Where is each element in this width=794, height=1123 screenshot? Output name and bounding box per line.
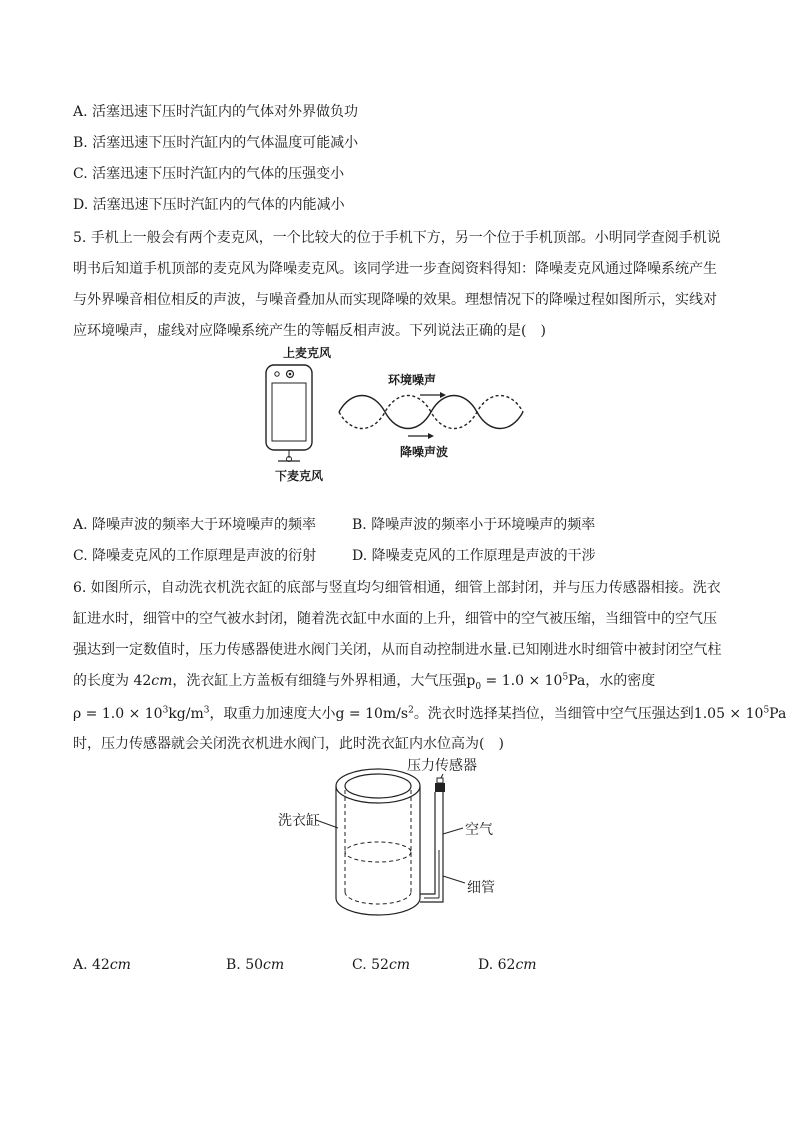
top-mic-label: 上麦克风 (283, 346, 332, 360)
q6-line4-unit: cm (151, 673, 173, 689)
q6-option-c (352, 955, 410, 975)
anti-noise-arrow-icon (428, 433, 434, 439)
q5-stem-line-3: 与外界噪音相位相反的声波，与噪音叠加从而实现降噪的效果。理想情况下的降噪过程如图所示，实线对 (73, 292, 717, 308)
environment-noise-wave (339, 396, 523, 429)
q6-option-a-unit: cm (109, 957, 131, 973)
q6-line4-superscript: 5 (562, 672, 569, 683)
q6-option-c-value: C. 52 (352, 957, 389, 973)
q4-option-b: B. 活塞迅速下压时汽缸内的气体温度可能减小 (73, 135, 359, 151)
phone-screen (272, 383, 306, 441)
q6-stem-line-2: 缸进水时，细管中的空气被水封闭，随着洗衣缸中水面的上升，细管中的空气被压缩，当细管中的空气压 (73, 611, 717, 627)
q6-stem-line-3: 强达到一定数值时，压力传感器使进水阀门关闭，从而自动控制进水量.已知刚进水时细管中被封闭空气柱 (73, 642, 722, 658)
q6-line5-sup-1: 3 (162, 705, 169, 716)
q6-line5-sup-4: 5 (763, 705, 770, 716)
q5-stem-line-1: 5. 手机上一般会有两个麦克风，一个比较大的位于手机下方，另一个位于手机顶部。小明同学查阅手机说 (73, 230, 721, 246)
q6-option-b (226, 955, 284, 975)
pressure-sensor-cap (437, 778, 443, 783)
sensor-leader-line (441, 774, 443, 778)
air-leader-line (443, 828, 463, 834)
anti-noise-label: 降噪声波 (400, 445, 449, 459)
tube-leader-line (443, 876, 465, 883)
thin-tube (420, 792, 443, 902)
environment-noise-label: 环境噪声 (388, 373, 437, 387)
q4-option-d: D. 活塞迅速下压时汽缸内的气体的内能减小 (73, 197, 345, 213)
q6-line4-part-c: = 1.0 × 10 (481, 673, 563, 689)
q6-line4-subscript: 0 (475, 681, 482, 692)
noise-cancel-figure (255, 343, 545, 488)
q4-option-c: C. 活塞迅速下压时汽缸内的气体的压强变小 (73, 166, 345, 182)
q5-option-a: A. 降噪声波的频率大于环境噪声的频率 (73, 517, 317, 533)
q6-option-b-value: B. 50 (226, 957, 264, 973)
q5-stem-line-2: 明书后知道手机顶部的麦克风为降噪麦克风。该同学进一步查阅资料得知：降噪麦克风通过降噪系统产生 (73, 261, 717, 277)
tank-top-inner (345, 774, 411, 798)
q6-stem-line-6: 时，压力传感器就会关闭洗衣机进水阀门，此时洗衣缸内水位高为( ) (73, 736, 504, 752)
q6-line5-sup-2: 3 (203, 705, 210, 716)
tank-body (336, 786, 420, 915)
q6-line4-part-a: 的长度为 42 (73, 673, 152, 689)
bottom-mic-label: 下麦克风 (275, 469, 324, 483)
q6-line5-part-d: 。洗衣时选择某挡位，当细管中空气压强达到1.05 × 10 (413, 706, 764, 722)
tube-label: 细管 (467, 880, 495, 896)
water-level-line (345, 842, 411, 862)
q5-option-d: D. 降噪麦克风的工作原理是声波的干涉 (352, 548, 596, 564)
q6-line5-sup-3: 2 (408, 705, 414, 716)
q4-option-a: A. 活塞迅速下压时汽缸内的气体对外界做负功 (73, 104, 359, 120)
q5-option-c: C. 降噪麦克风的工作原理是声波的衍射 (73, 548, 317, 564)
q6-line5-part-a: ρ = 1.0 × 10 (73, 706, 163, 722)
q6-stem-line-5 (73, 704, 786, 724)
tank-inner-bottom (345, 892, 411, 904)
q6-line5-part-b: kg/m (168, 706, 204, 722)
q6-line5-part-c: ，取重力加速度大小g = 10m/s (209, 706, 409, 722)
q6-line4-part-d: Pa，水的密度 (568, 673, 656, 689)
q6-stem-line-4 (73, 671, 655, 691)
q6-option-b-unit: cm (263, 957, 285, 973)
q6-option-d (478, 955, 537, 975)
q6-option-c-unit: cm (388, 957, 411, 973)
tank-label: 洗衣缸 (278, 813, 320, 829)
phone-camera-icon (275, 372, 279, 376)
q5-stem-line-4: 应环境噪声，虚线对应降噪系统产生的等幅反相声波。下列说法正确的是( ) (73, 323, 546, 339)
q6-option-d-unit: cm (515, 957, 537, 973)
air-label: 空气 (465, 822, 493, 838)
pressure-sensor-label: 压力传感器 (407, 758, 477, 774)
washing-machine-figure (275, 752, 525, 932)
q6-option-a (73, 955, 131, 975)
pressure-sensor-icon (435, 783, 445, 792)
q6-line5-part-e: Pa (769, 706, 787, 722)
q5-option-b: B. 降噪声波的频率小于环境噪声的频率 (352, 517, 596, 533)
q6-stem-line-1: 6. 如图所示，自动洗衣机洗衣缸的底部与竖直均匀细管相通，细管上部封闭，并与压力传感器相接。洗衣 (73, 580, 721, 596)
q6-line4-part-b: ，洗衣缸上方盖板有细缝与外界相通，大气压强p (172, 673, 476, 689)
top-mic-dot-icon (289, 373, 292, 376)
q6-option-a-value: A. 42 (73, 957, 110, 973)
q6-option-d-value: D. 62 (478, 957, 516, 973)
